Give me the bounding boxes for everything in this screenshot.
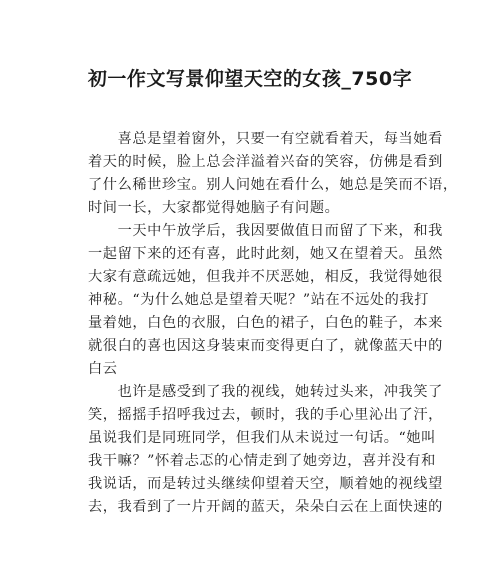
text-line: 我干嘛？”怀着忐忑的心情走到了她旁边，喜并没有和 bbox=[88, 453, 436, 469]
text-line: 着天的时候，脸上总会洋溢着兴奋的笑容，仿佛是看到 bbox=[88, 154, 443, 170]
text-line: 白云 bbox=[88, 361, 118, 377]
text-line: 神秘。“为什么她总是望着天呢？”站在不远处的我打 bbox=[88, 292, 430, 308]
text-line: 一天中午放学后，我因要做值日而留了下来，和我 bbox=[88, 223, 443, 239]
text-line: 虽说我们是同班同学，但我们从未说过一句话。“她叫 bbox=[88, 430, 436, 446]
text-line: 了什么稀世珍宝。别人问她在看什么，她总是笑而不语， bbox=[88, 177, 458, 193]
text-line: 也许是感受到了我的视线，她转过头来，冲我笑了 bbox=[88, 384, 443, 400]
text-line: 时间一长，大家都觉得她脑子有问题。 bbox=[88, 200, 340, 216]
text-line: 量着她，白色的衣服，白色的裙子，白色的鞋子，本来 bbox=[88, 315, 443, 331]
text-line: 笑，摇摇手招呼我过去，顿时，我的手心里沁出了汗， bbox=[88, 407, 443, 423]
text-line: 大家有意疏远她，但我并不厌恶她，相反，我觉得她很 bbox=[88, 269, 443, 285]
text-line: 喜总是望着窗外，只要一有空就看着天，每当她看 bbox=[88, 131, 443, 147]
text-line: 去，我看到了一片开阔的蓝天，朵朵白云在上面快速的 bbox=[88, 499, 443, 515]
document-title: 初一作文写景仰望天空的女孩_750字 bbox=[87, 68, 413, 90]
text-line: 就很白的喜也因这身装束而变得更白了，就像蓝天中的 bbox=[88, 338, 443, 354]
text-line: 我说话，而是转过头继续仰望着天空，顺着她的视线望 bbox=[88, 476, 443, 492]
text-line: 一起留下来的还有喜，此时此刻，她又在望着天。虽然 bbox=[88, 246, 443, 262]
document-body bbox=[88, 128, 458, 519]
